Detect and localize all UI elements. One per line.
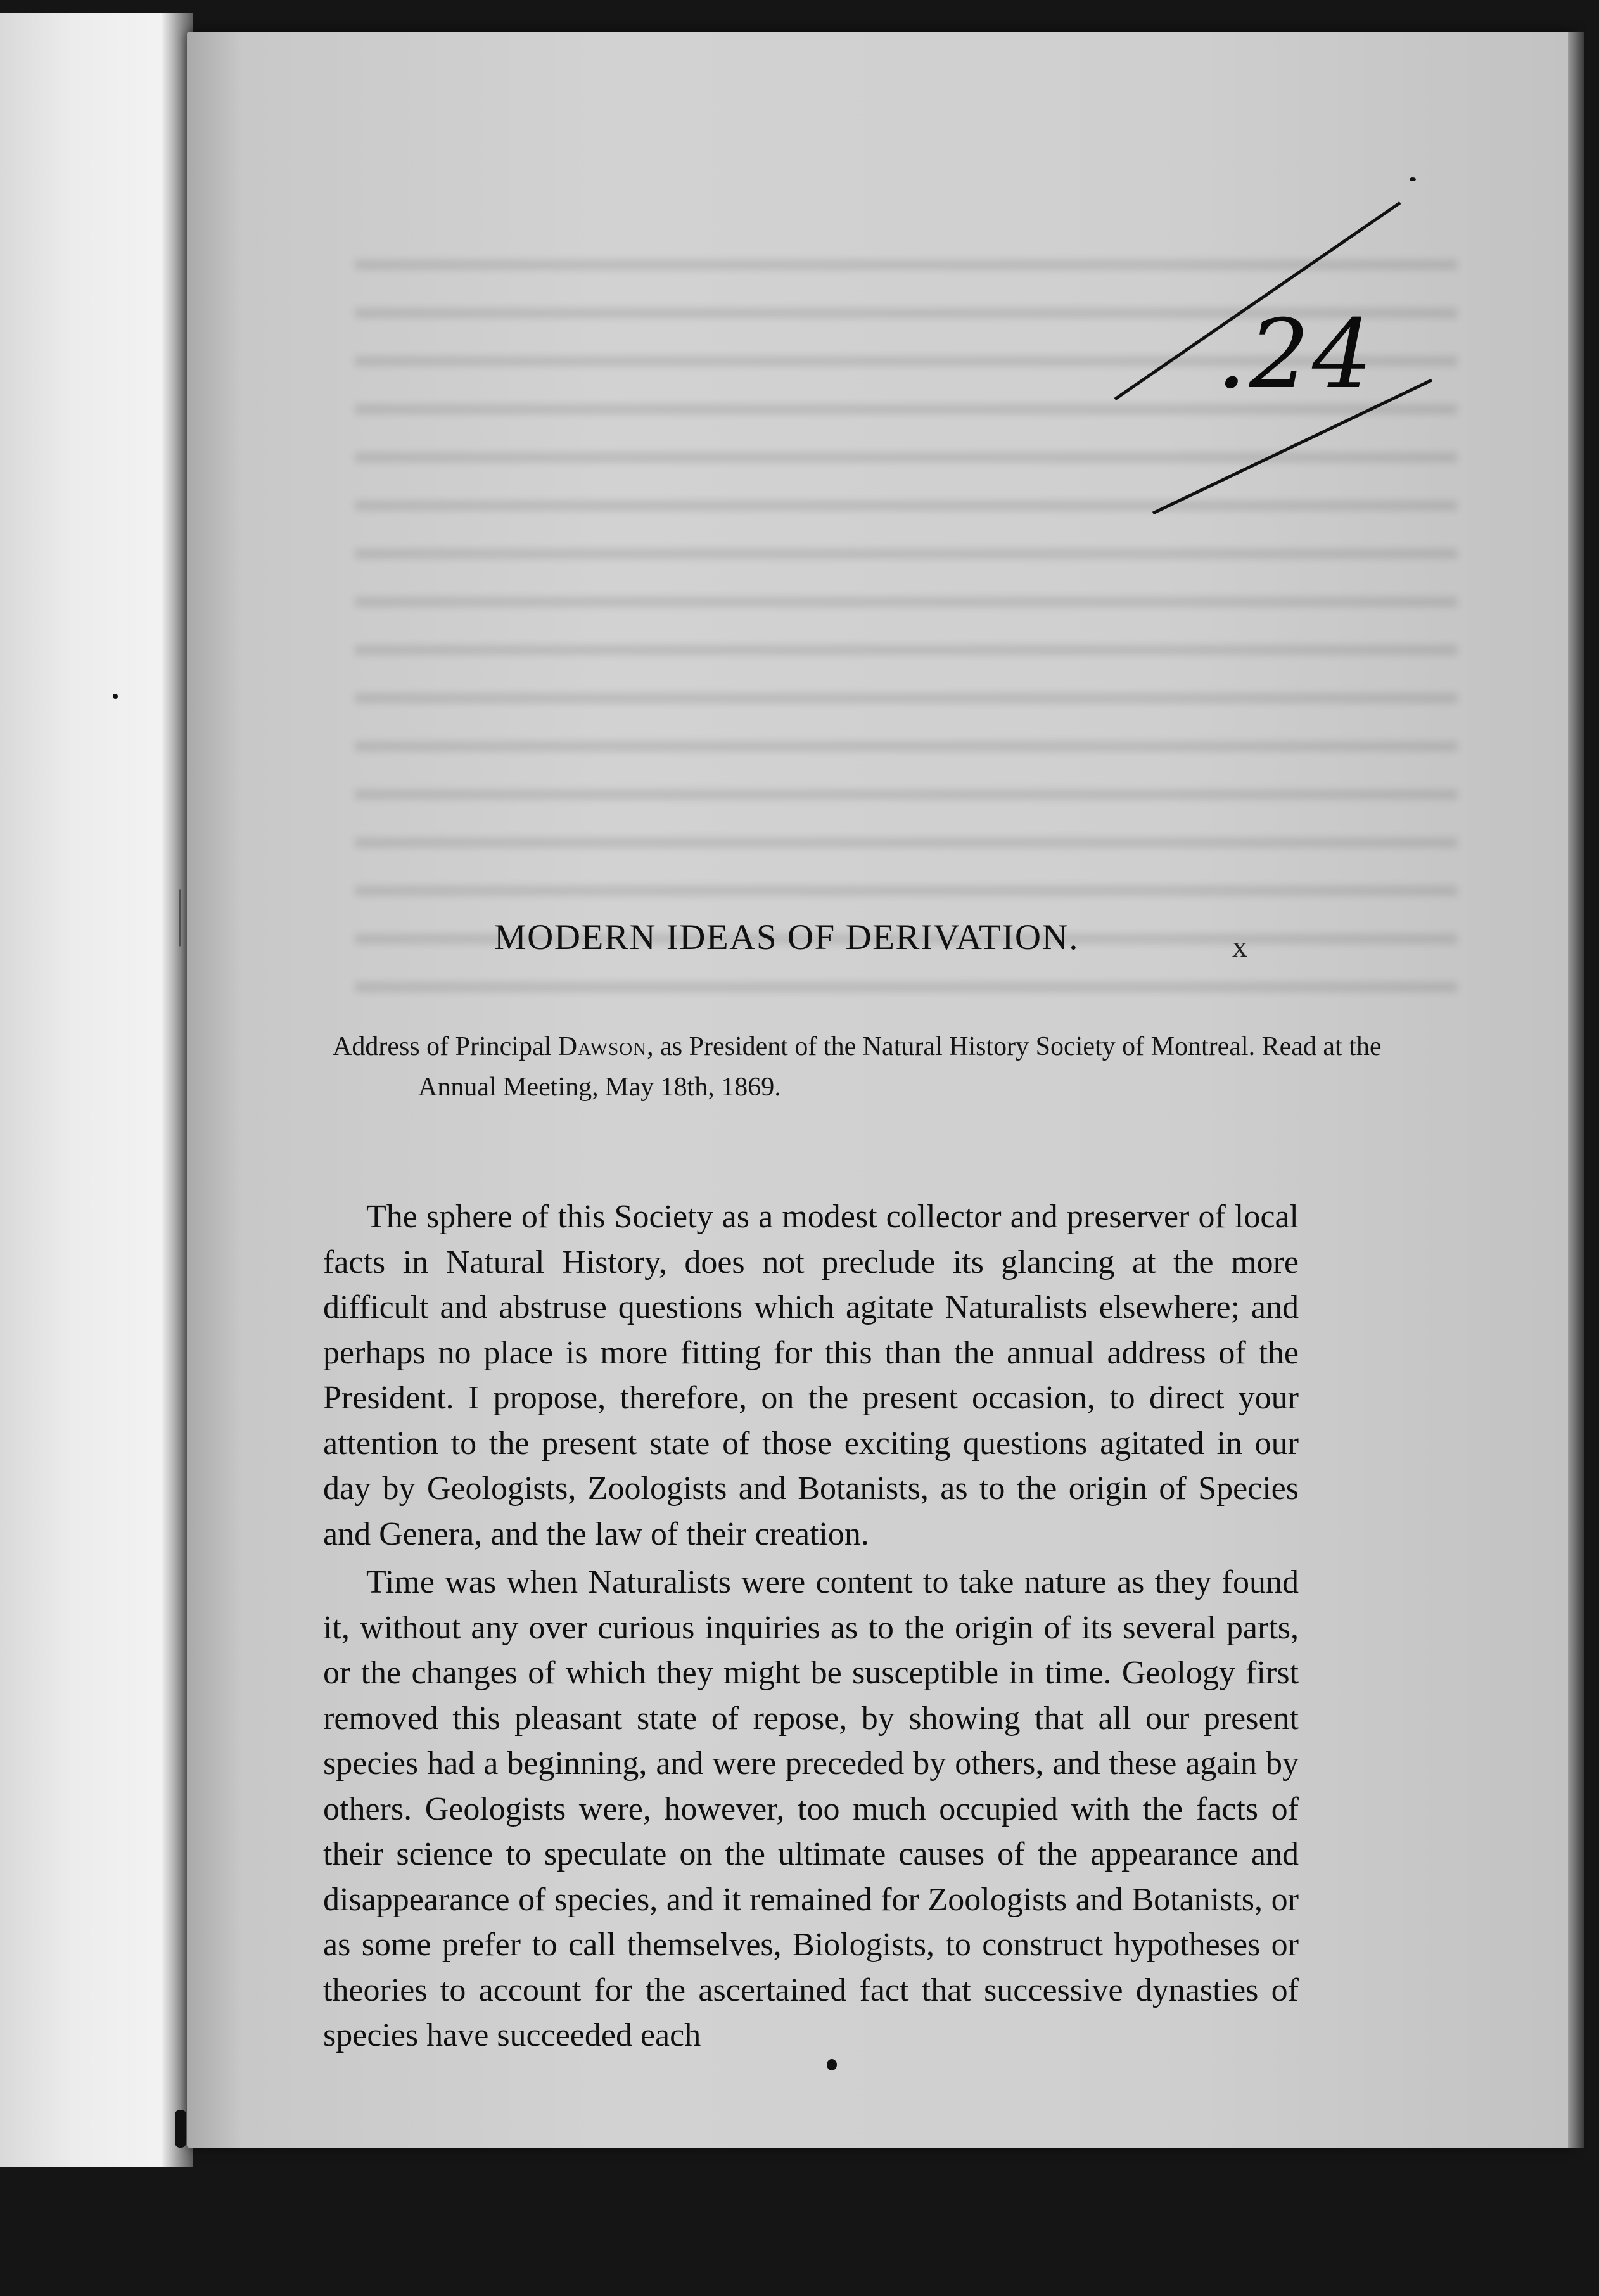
author-name: Dawson <box>557 1032 647 1061</box>
ink-speck <box>1410 177 1416 181</box>
subtitle-suffix: , as President of the Natural History Society of Montreal. Read at the Annual Meeting, May 18th, 1869. <box>418 1032 1382 1102</box>
handwritten-x-mark: x <box>1232 930 1247 964</box>
page-edge-shadow <box>1568 32 1584 2148</box>
paragraph-2: Time was when Naturalists were content to take nature as they found it, without any over curious inquiries as to the origin of its several parts, or the changes of which they might be susceptible in time. Geology first removed this pleasant state of repose, by showing that all our present species had a beginning, and were preceded by others, and these again by others. Geologists were, however, too much occupied with the facts of their science to speculate on the ultimate causes of the appearance and disappearance of species, and it remained for Zoologists and Botanists, or as some prefer to call themselves, Biologists, to construct hypotheses or theories to account for the ascertained fact that successive dynasties of species have succeeded each <box>323 1564 1299 2053</box>
facing-blank-page <box>0 13 181 2167</box>
article-body <box>323 1194 1299 2062</box>
paragraph-1: The sphere of this Society as a modest collector and preserver of local facts in Natural History, does not preclude its glancing at the more difficult and abstruse questions which agitate Naturalists elsewhere; and perhaps no place is more fitting for this than the annual address of the President. I propose, therefore, on the present occasion, to direct your attention to the present state of those exciting questions agitated in our day by Geologists, Zoologists and Botanists, as to the origin of Species and Genera, and the law of their creation. <box>323 1199 1299 1552</box>
ink-speck <box>113 694 118 699</box>
article-title: MODERN IDEAS OF DERIVATION. <box>494 917 1079 957</box>
subtitle-prefix: Address of Principal <box>333 1032 558 1061</box>
article-subtitle <box>333 1026 1394 1107</box>
ink-speck <box>827 2059 837 2070</box>
ink-speck <box>175 2110 186 2148</box>
handwritten-page-number: .24 <box>1216 300 1375 410</box>
